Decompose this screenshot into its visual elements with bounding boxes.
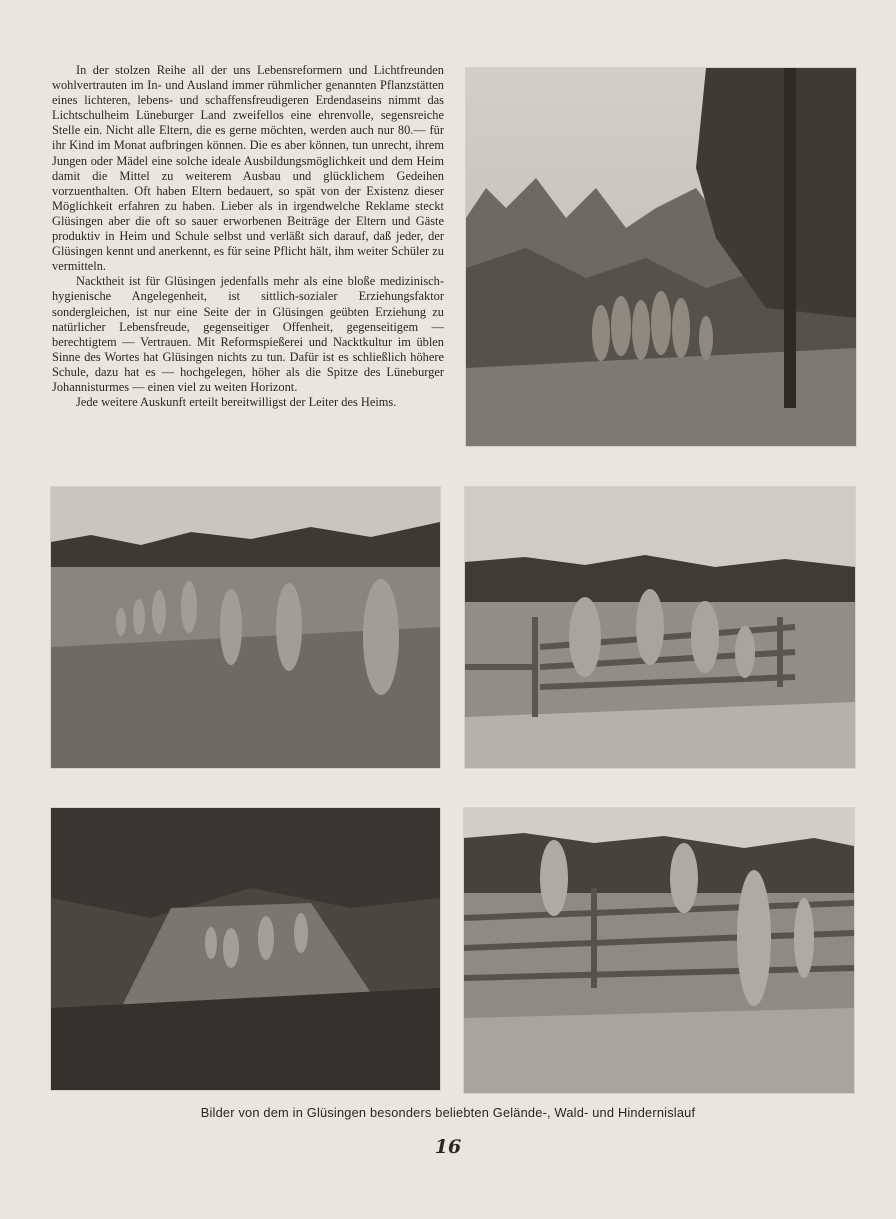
- paragraph-1: In der stolzen Reihe all der uns Lebensreformern und Lichtfreunden wohlvertrauten im In- und Ausland immer rühmlicher genannten Pflanzstätten eines lichteren, lebens- und schaffensfreudigeren Erdendaseins nimmt das Lichtschulheim Lüneburger Land zweifellos eine ehrenvolle, segensreiche Stelle ein. Nicht alle Eltern, die es gerne möchten, werden auch nur 80.— für ihr Kind im Monat aufbringen können. Die es aber können, tun unrecht, ihrem Jungen oder Mädel eine solche ideale Ausbildungsmöglichkeit und dem Heim damit die Mittel zu weiterem Ausbau und glücklichem Gedeihen vorzuenthalten. Oft haben Eltern bedauert, so spät von der Existenz dieser Möglichkeit erfahren zu haben. Lieber als in irgendwelche Reklame steckt Glüsingen aber die oft so sauer erworbenen Beiträge der Eltern und Gäste produktiv in Heim und Schule selbst und verläßt sich darauf, daß jeder, der Glüsingen kennt und anerkennt, es für seine Pflicht hält, ihm weiter Schüler zu vermitteln.: [52, 63, 444, 274]
- photo-forest-group: [466, 68, 856, 446]
- photo-forest-clearing: [51, 808, 440, 1090]
- photo-caption: Bilder von dem in Glüsingen besonders beliebten Gelände-, Wald- und Hindernislauf: [200, 1105, 696, 1120]
- photo-meadow-run: [51, 487, 440, 768]
- photo-fence-jump: [464, 808, 854, 1093]
- article-text: [52, 63, 444, 410]
- paragraph-3: Jede weitere Auskunft erteilt bereitwilligst der Leiter des Heims.: [76, 395, 397, 410]
- photo-fence-climb: [465, 487, 855, 768]
- page-number: 16: [434, 1136, 462, 1158]
- paragraph-2: Nacktheit ist für Glüsingen jedenfalls mehr als eine bloße medizinisch-hygienische Angelegenheit, ist sittlich-sozialer Erziehungsfaktor sondergleichen, ist nur eine Seite der in Glüsingen geübten Erziehung zu natürlicher Lebensfreude, gegenseitiger Offenheit, gegenseitigem — berechtigtem — Vertrauen. Mit Reformspießerei und Nacktkultur im üblen Sinne des Wortes hat Glüsingen nichts zu tun. Dafür ist es schließlich höhere Schule, dazu hat es — hochgelegen, höher als die Spitze des Lüneburger Johannisturmes — einen viel zu weiten Horizont.: [52, 274, 444, 394]
